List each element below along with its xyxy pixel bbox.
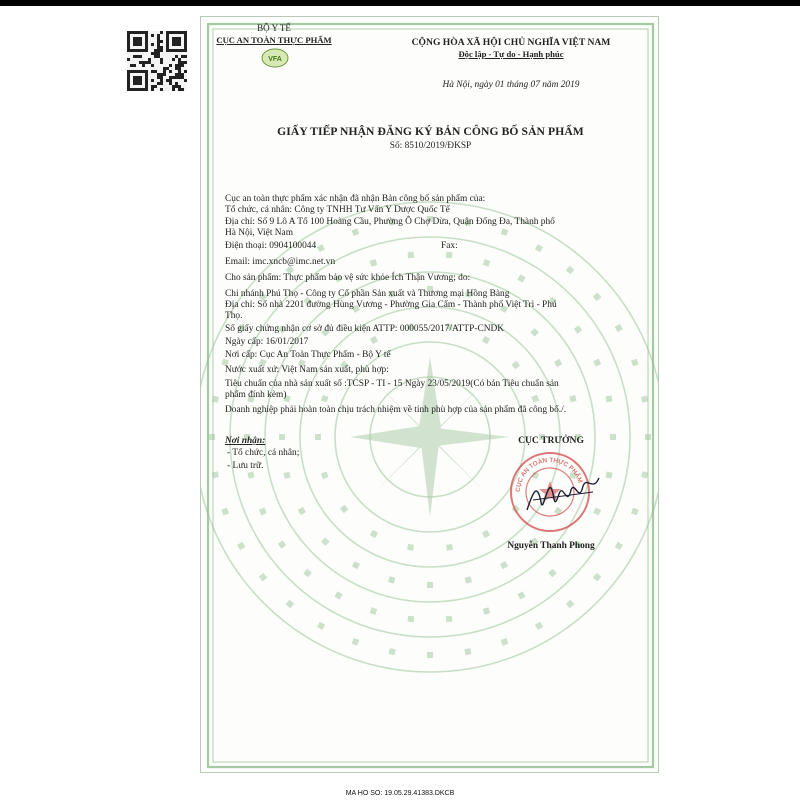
fax-line: Fax:	[441, 241, 458, 251]
ministry-name: BỘ Y TẾ	[257, 23, 291, 33]
certificate-number-line: Số giấy chứng nhận cơ sở đủ điều kiện ATTP: 000055/2017/ATTP-CNDK	[225, 324, 505, 334]
organization-line: Tổ chức, cá nhân: Công ty TNHH Tư Vấn Y Dược Quốc Tế	[225, 205, 450, 215]
standard-line-2: phẩm đính kèm)	[225, 390, 287, 400]
country-name: CỘNG HÒA XÃ HỘI CHỦ NGHĨA VIỆT NAM	[411, 37, 611, 48]
vfa-logo	[261, 48, 289, 68]
svg-text:VFA: VFA	[268, 56, 282, 63]
standard-line-1: Tiêu chuẩn của nhà sản xuất số :TCSP - TI - 15 Ngày 23/05/2019(Có bản Tiêu chuẩn sản	[225, 379, 559, 389]
national-motto: Độc lập - Tự do - Hạnh phúc	[458, 49, 564, 59]
phone-line: Điện thoại: 0904100044	[225, 241, 317, 251]
address-line-2: Hà Nội, Việt Nam	[225, 228, 293, 238]
certificate-issue-date: Ngày cấp: 16/01/2017	[225, 337, 309, 347]
product-line: Cho sản phẩm: Thực phẩm bảo vệ sức khỏe Ích Thận Vương; do:	[225, 273, 471, 283]
branch-address-line-2: Thọ.	[225, 311, 243, 321]
document-number: Số: 8510/2019/ĐKSP	[389, 141, 472, 151]
recipients-heading: Nơi nhận:	[225, 436, 266, 446]
responsibility-line: Doanh nghiệp phải hoàn toàn chịu trách nhiệm về tính phù hợp của sản phẩm đã công bố./.	[225, 405, 567, 415]
department-name: CỤC AN TOÀN THỰC PHẨM	[216, 35, 332, 45]
origin-line: Nước xuất xứ: Việt Nam sản xuất, phù hợp:	[225, 365, 389, 375]
handwritten-signature	[523, 472, 603, 522]
email-line: Email: imc.xncb@imc.net.vn	[225, 257, 336, 267]
top-black-bar	[0, 0, 800, 6]
recipient-item: - Tổ chức, cá nhân;	[227, 448, 300, 458]
svg-text:CỤC AN TOÀN THỰC PHẨM: CỤC AN TOÀN THỰC PHẨM	[514, 456, 584, 493]
signatory-position: CỤC TRƯỞNG	[518, 435, 584, 446]
signatory-name: Nguyễn Thanh Phong	[507, 541, 595, 551]
certificate-document	[200, 16, 659, 773]
qr-code	[127, 31, 187, 91]
intro-line: Cục an toàn thực phẩm xác nhận đã nhận Bản công bố sản phẩm của:	[225, 194, 486, 204]
issue-date-line: Hà Nội, ngày 01 tháng 07 năm 2019	[442, 80, 580, 90]
branch-line: Chi nhánh Phú Thọ - Công ty Cổ phần Sản xuất và Thương mại Hồng Bàng	[225, 289, 510, 299]
certificate-issued-by: Nơi cấp: Cục An Toàn Thực Phẩm - Bộ Y tế	[225, 350, 391, 360]
address-line-1: Địa chỉ: Số 9 Lô A Tổ 100 Hoàng Cầu, Phường Ô Chợ Dừa, Quận Đống Đa, Thành phố	[225, 217, 555, 227]
recipient-item: - Lưu trữ.	[227, 461, 264, 471]
document-title: GIẤY TIẾP NHẬN ĐĂNG KÝ BẢN CÔNG BỐ SẢN PHẨM	[277, 125, 584, 138]
dossier-code: MA HO SO: 19.05.29.41383.DKCB	[345, 790, 455, 797]
branch-address-line-1: Địa chỉ: Số nhà 2201 đường Hùng Vương - Phường Gia Cẩm - Thành phố Việt Trì - Phú	[225, 300, 557, 310]
